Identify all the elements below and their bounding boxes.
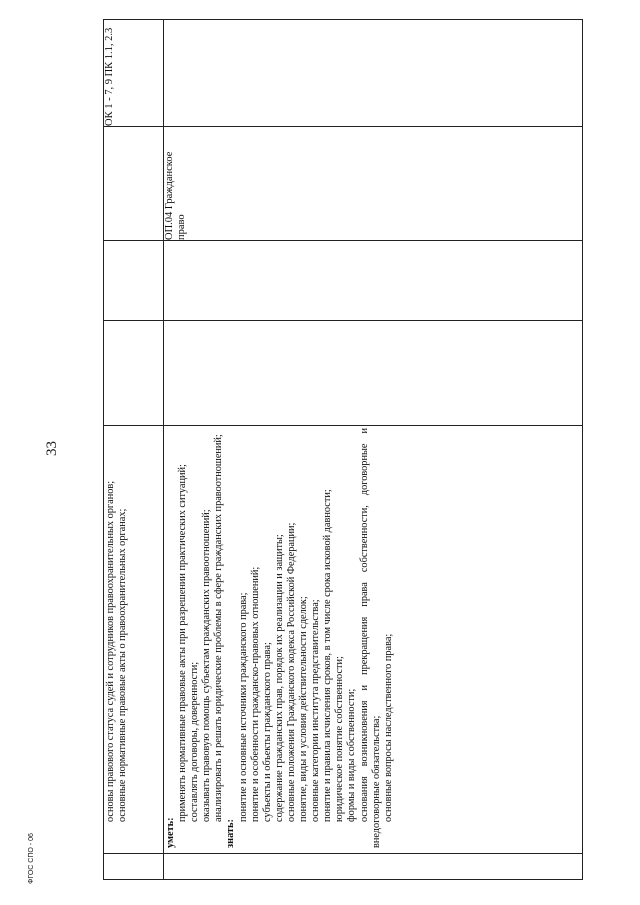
- content-line: понятие и правила исчисления сроков, в том числе срока исковой давности;: [322, 489, 334, 822]
- content-text-block: [164, 426, 395, 853]
- table-row: [104, 20, 164, 880]
- empty-cell: [104, 241, 164, 321]
- content-line: субъекты и объекты гражданского права;: [261, 642, 273, 822]
- content-line: основные категории института представительства;: [310, 599, 322, 822]
- competencies-cell: ОК 1 - 7, 9 ПК 1.1, 2.3: [104, 20, 164, 127]
- content-cell: [164, 426, 583, 854]
- content-line: оказывать правовую помощь субъектам гражданских правоотношений;: [201, 509, 213, 822]
- empty-cell: [164, 321, 583, 426]
- content-line: основания возникновения и прекращения права собственности, договорные и внедоговорные обязательства;: [358, 428, 382, 848]
- content-line: основы правового статуса судей и сотрудников правоохранительных органов;: [105, 480, 116, 822]
- index-cell: [104, 854, 164, 880]
- content-line: понятие и основные источники гражданского права;: [237, 592, 249, 822]
- content-line: формы и виды собственности;: [346, 688, 358, 822]
- empty-cell: [104, 321, 164, 426]
- content-line: применять нормативные правовые акты при разрешении практических ситуаций;: [177, 464, 189, 822]
- footer-label: ФГОС СПО - 06: [27, 833, 35, 884]
- content-line: основные нормативные правовые акты о правоохранительных органах;: [117, 508, 129, 822]
- index-cell: [164, 854, 583, 880]
- content-text-block: [104, 426, 129, 853]
- content-line: понятие и особенности гражданско-правовых отношений;: [249, 566, 261, 822]
- section-heading: знать:: [225, 819, 237, 848]
- content-cell: [104, 426, 164, 854]
- empty-cell: [164, 241, 583, 321]
- content-line: понятие, виды и условия действительности сделок;: [298, 596, 310, 822]
- content-line: содержание гражданских прав, порядок их реализации и защиты;: [273, 534, 285, 822]
- content-line: юридическое понятие собственности;: [334, 656, 346, 822]
- content-line: анализировать и решать юридические проблемы в сфере гражданских правоотношений;: [213, 434, 225, 822]
- rotated-table-area: [103, 20, 583, 880]
- discipline-code-cell: ОП.04 Гражданское право: [164, 127, 583, 241]
- discipline-code-cell: [104, 127, 164, 241]
- table-row: [164, 20, 583, 880]
- content-line: основные вопросы наследственного права;: [382, 633, 394, 822]
- discipline-table: [103, 19, 583, 880]
- page-number: 33: [44, 441, 60, 456]
- content-line: составлять договоры, доверенности;: [189, 661, 201, 822]
- content-line: основные положения Гражданского кодекса Российской Федерации;: [285, 522, 297, 822]
- competencies-cell: [164, 20, 583, 127]
- section-heading: уметь:: [165, 817, 176, 848]
